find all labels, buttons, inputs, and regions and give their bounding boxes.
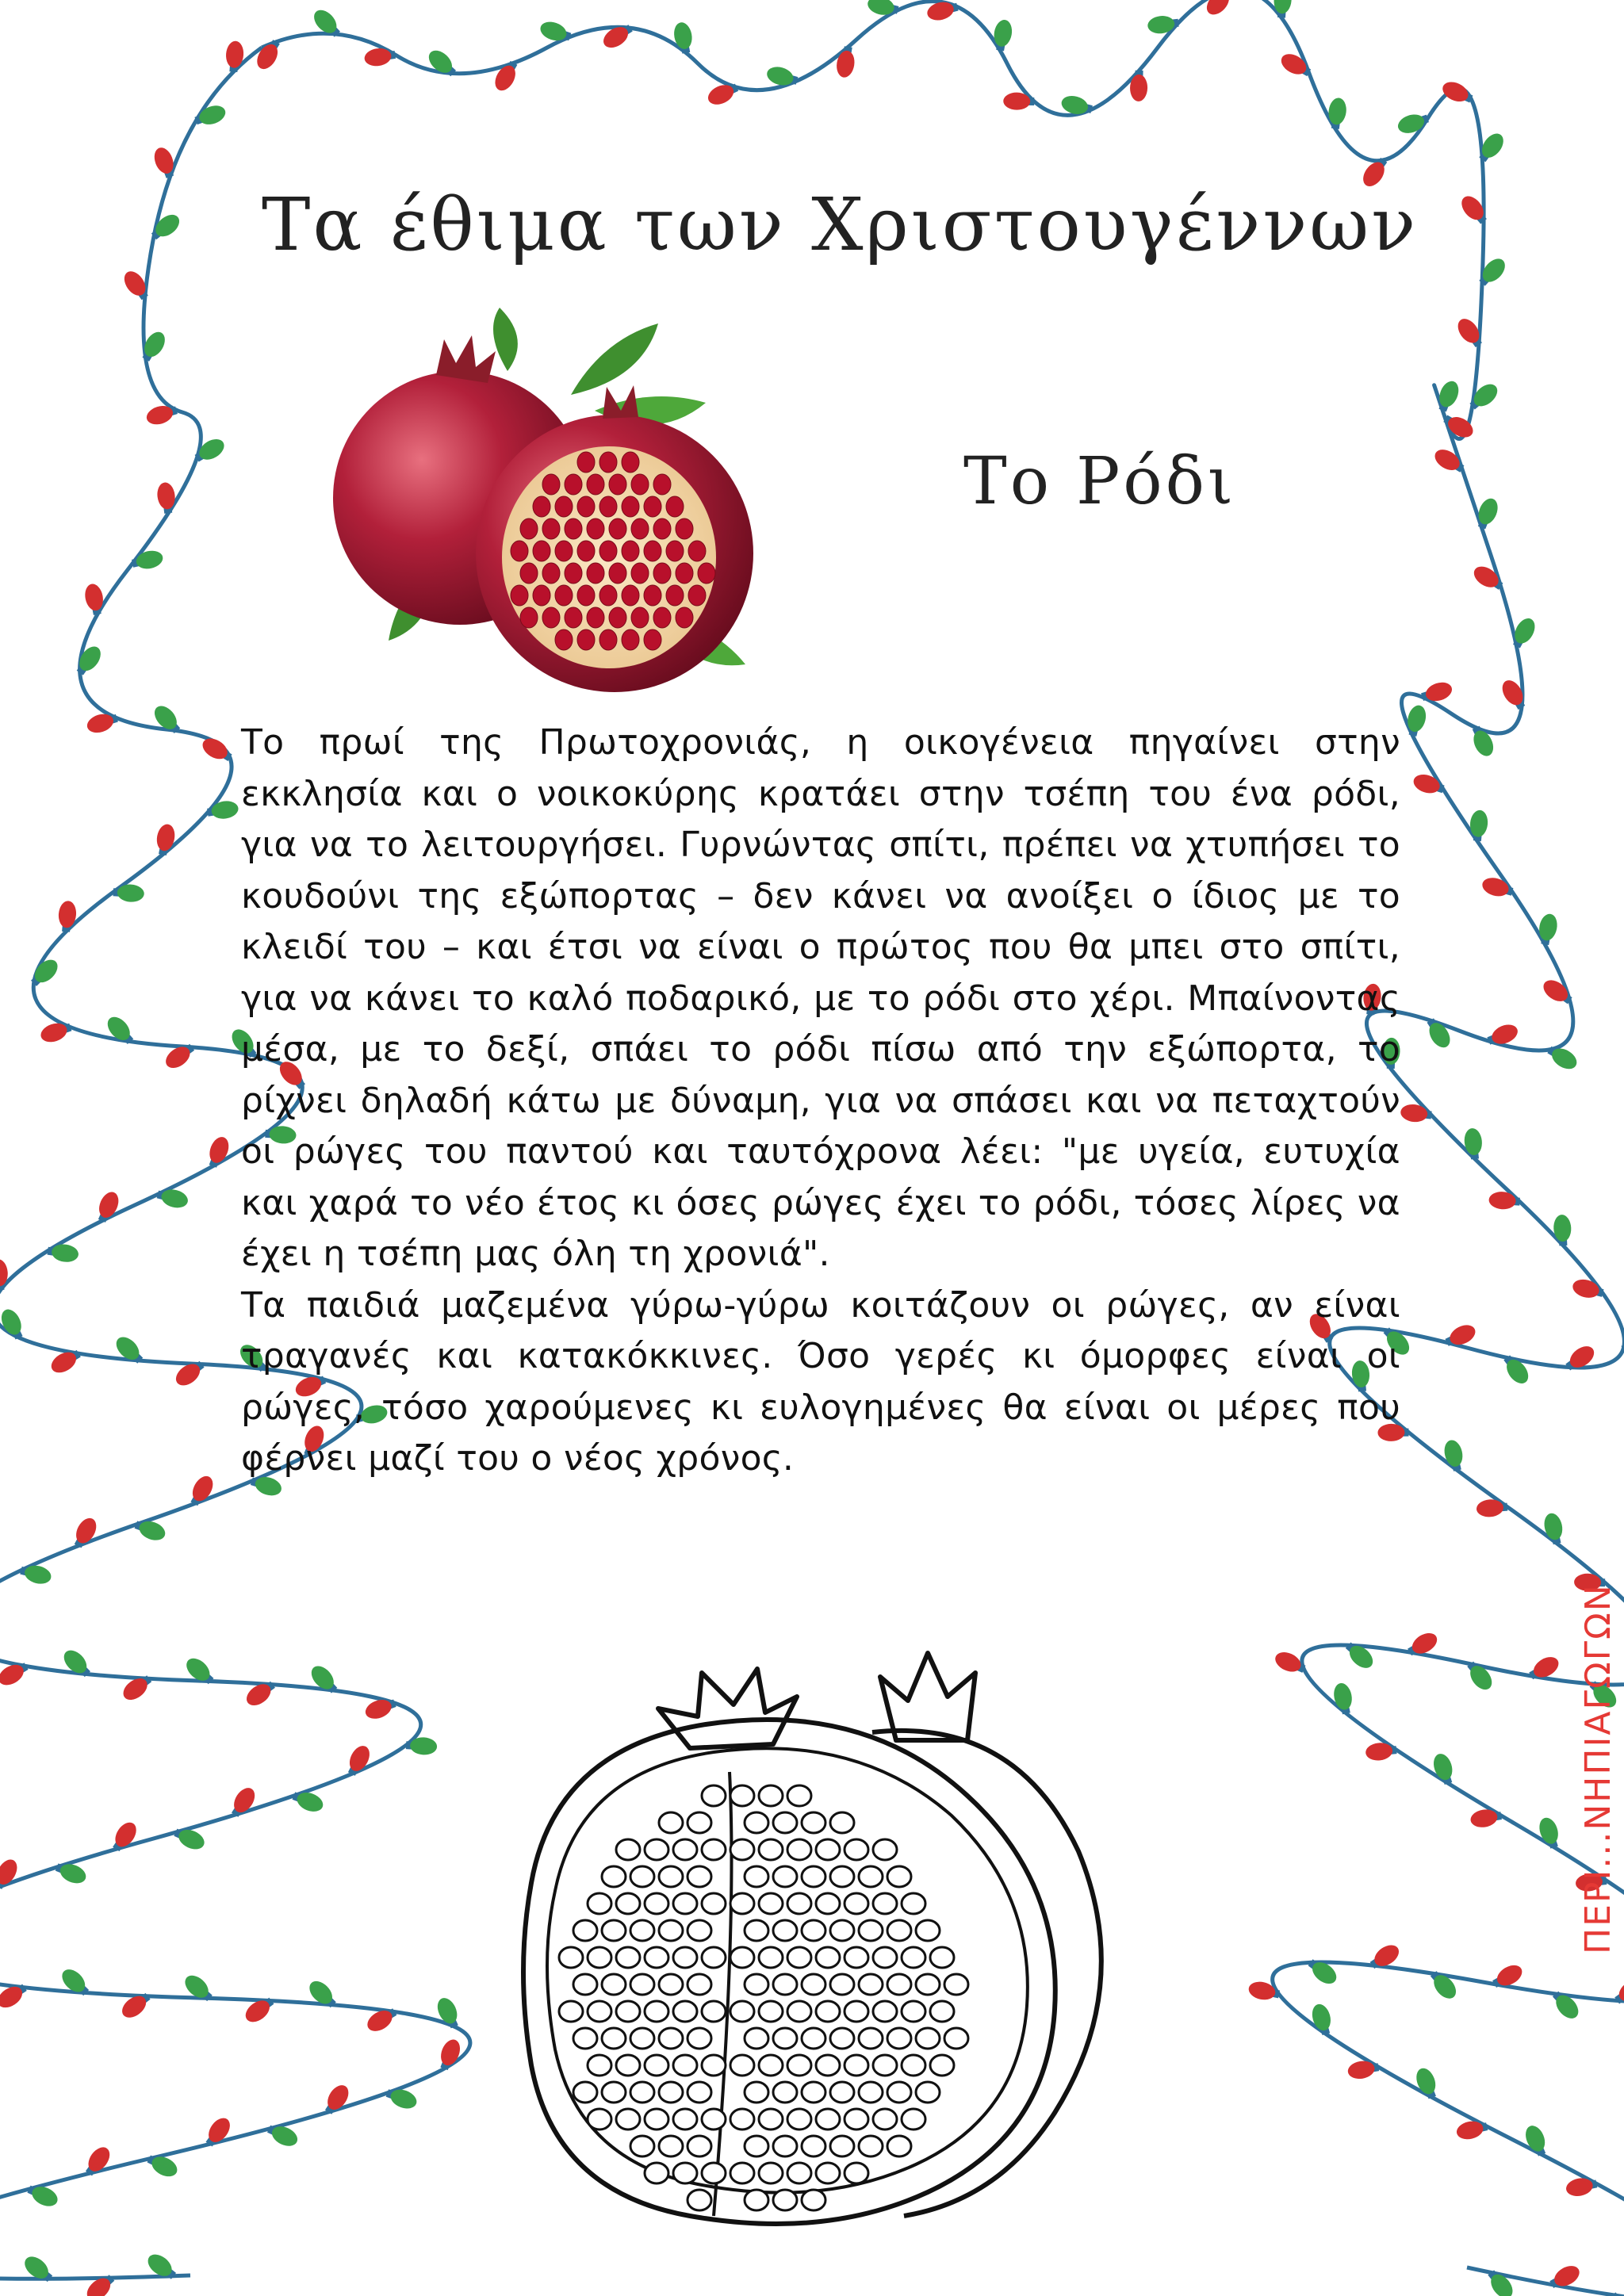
seed-outline <box>930 2055 954 2076</box>
seed-outline <box>930 2001 954 2022</box>
seed-outline <box>902 2001 925 2022</box>
aril <box>631 474 649 495</box>
light-bulb <box>672 21 695 54</box>
light-bulb <box>1419 679 1454 706</box>
aril <box>533 496 550 517</box>
seed-outline <box>816 1947 840 1968</box>
aril <box>565 519 582 539</box>
seed-outline <box>759 2163 783 2183</box>
pomegranate-photo <box>309 300 817 712</box>
seed-outline <box>745 1812 768 1833</box>
aril <box>599 541 617 561</box>
seed-outline <box>702 1947 726 1968</box>
aril <box>533 585 550 606</box>
seed-outline <box>787 2001 811 2022</box>
light-bulb <box>1571 1276 1605 1301</box>
seed-outline <box>845 2109 868 2130</box>
aril <box>520 519 538 539</box>
seed-outline <box>916 2028 940 2049</box>
seed-outline <box>859 1866 883 1887</box>
light-bulb <box>38 1019 73 1045</box>
light-bulb <box>1247 1980 1281 2003</box>
light-bulb <box>1542 1512 1565 1546</box>
seed-outline <box>616 1947 640 1968</box>
aril <box>666 585 684 606</box>
seed-outline <box>759 2055 783 2076</box>
seed-outline <box>944 1974 968 1995</box>
seed-outline <box>845 2001 868 2022</box>
seed-outline <box>616 2001 640 2022</box>
seed-outline <box>730 2001 754 2022</box>
seed-outline <box>573 2028 597 2049</box>
seed-outline <box>688 1866 711 1887</box>
seed-outline <box>616 1839 640 1860</box>
aril <box>644 541 661 561</box>
seed-outline <box>745 2136 768 2156</box>
seed-outline <box>773 1866 797 1887</box>
aril <box>599 496 617 517</box>
light-bulb <box>154 823 177 856</box>
light-bulb <box>1365 1741 1397 1762</box>
seed-outline <box>573 1974 597 1995</box>
seed-outline <box>787 1947 811 1968</box>
light-bulb <box>1327 97 1348 129</box>
aril <box>653 519 671 539</box>
seed-outline <box>659 1812 683 1833</box>
seed-outline <box>816 2055 840 2076</box>
seed-outline <box>830 2136 854 2156</box>
aril <box>609 607 626 628</box>
light-bulb <box>1469 809 1489 842</box>
seed-outline <box>645 2055 668 2076</box>
aril <box>511 585 528 606</box>
seed-outline <box>873 1839 897 1860</box>
light-bulb <box>82 2271 117 2296</box>
page-title: Τα έθιμα των Χριστουγέννων <box>262 182 1419 267</box>
seed-outline <box>887 2082 911 2103</box>
seed-outlines <box>559 1785 968 2210</box>
seed-outline <box>730 2163 754 2183</box>
seed-outline <box>873 1947 897 1968</box>
seed-outline <box>673 1893 697 1914</box>
aril <box>520 607 538 628</box>
seed-outline <box>730 1893 754 1914</box>
seed-outline <box>702 2163 726 2183</box>
light-bulb <box>1553 1215 1572 1246</box>
seed-outline <box>673 2001 697 2022</box>
seed-outline <box>602 2028 626 2049</box>
seed-outline <box>673 1839 697 1860</box>
aril <box>644 629 661 650</box>
seed-outline <box>887 2028 911 2049</box>
aril <box>587 607 604 628</box>
light-bulb <box>1480 874 1515 900</box>
seed-outline <box>588 1947 611 1968</box>
seed-outline <box>688 1920 711 1941</box>
light-bulb <box>73 643 105 679</box>
seed-outline <box>916 1920 940 1941</box>
aril <box>542 563 560 584</box>
light-bulb <box>1469 1807 1503 1829</box>
seed-outline <box>873 2001 897 2022</box>
seed-outline <box>902 2109 925 2130</box>
seed-outline <box>916 1974 940 1995</box>
aril <box>622 496 639 517</box>
seed-outline <box>887 1974 911 1995</box>
seed-outline <box>616 2109 640 2130</box>
seed-outline <box>630 2082 654 2103</box>
seed-outline <box>930 1947 954 1968</box>
seed-outline <box>745 1974 768 1995</box>
seed-outline <box>859 1974 883 1995</box>
aril <box>644 585 661 606</box>
seed-outline <box>859 2136 883 2156</box>
seed-outline <box>759 1785 783 1806</box>
seed-outline <box>702 1839 726 1860</box>
seed-outline <box>616 2055 640 2076</box>
light-bulb <box>1346 2058 1380 2080</box>
aril <box>599 629 617 650</box>
seed-outline <box>702 2055 726 2076</box>
seed-outline <box>830 1812 854 1833</box>
seed-outline <box>559 2001 583 2022</box>
aril <box>698 563 715 584</box>
light-bulb <box>1404 703 1429 737</box>
seed-outline <box>630 2028 654 2049</box>
light-bulb <box>47 1242 80 1264</box>
seed-outline <box>645 1839 668 1860</box>
seed-outline <box>816 1893 840 1914</box>
light-bulb <box>1455 2118 1489 2141</box>
aril <box>542 519 560 539</box>
light-bulb <box>1400 1103 1432 1123</box>
seed-outline <box>773 1974 797 1995</box>
seed-outline <box>802 1866 825 1887</box>
seed-outline <box>730 2055 754 2076</box>
seed-outline <box>645 2109 668 2130</box>
seed-outline <box>816 2163 840 2183</box>
seed-outline <box>830 1974 854 1995</box>
aril <box>587 474 604 495</box>
seed-outline <box>802 2136 825 2156</box>
seed-outline <box>845 1893 868 1914</box>
aril <box>565 474 582 495</box>
seed-outline <box>702 2001 726 2022</box>
seed-outline <box>787 2055 811 2076</box>
light-bulb <box>1309 2002 1335 2036</box>
seed-outline <box>645 1893 668 1914</box>
aril <box>587 563 604 584</box>
seed-outline <box>802 2190 825 2210</box>
aril <box>666 496 684 517</box>
seed-outline <box>745 2028 768 2049</box>
aril <box>577 496 595 517</box>
seed-outline <box>873 1893 897 1914</box>
seed-outline <box>702 2109 726 2130</box>
side-credit: ΠΕΡΙ...ΝΗΠΙΑΓΩΓΩΝ <box>1578 1583 1618 1954</box>
seed-outline <box>887 2136 911 2156</box>
seed-outline <box>787 2109 811 2130</box>
seed-outline <box>873 2055 897 2076</box>
seed-outline <box>802 2082 825 2103</box>
light-bulb <box>1463 1127 1484 1160</box>
seed-outline <box>659 1866 683 1887</box>
seed-outline <box>745 2082 768 2103</box>
seed-outline <box>688 2028 711 2049</box>
seed-outline <box>845 2163 868 2183</box>
seed-outline <box>659 2082 683 2103</box>
seed-outline <box>673 2109 697 2130</box>
seed-outline <box>630 1974 654 1995</box>
seed-outline <box>745 2190 768 2210</box>
seed-outline <box>773 2082 797 2103</box>
seed-outline <box>630 2136 654 2156</box>
aril <box>542 607 560 628</box>
seed-outline <box>630 1866 654 1887</box>
seed-outline <box>630 1920 654 1941</box>
aril <box>587 519 604 539</box>
seed-outline <box>802 2028 825 2049</box>
light-bulb <box>1396 110 1431 136</box>
light-bulb <box>835 45 857 78</box>
seed-outline <box>773 1920 797 1941</box>
seed-outline <box>588 2001 611 2022</box>
seed-outline <box>559 1947 583 1968</box>
light-bulb <box>155 1186 190 1211</box>
seed-outline <box>730 1947 754 1968</box>
light-bulb <box>1431 1751 1457 1786</box>
seed-outline <box>816 2109 840 2130</box>
aril <box>542 474 560 495</box>
seed-outline <box>845 1947 868 1968</box>
seed-outline <box>845 2055 868 2076</box>
seed-outline <box>745 1866 768 1887</box>
seed-outline <box>773 2136 797 2156</box>
seed-outline <box>673 1947 697 1968</box>
seed-outline <box>759 2001 783 2022</box>
light-bulb <box>1536 913 1559 946</box>
seed-outline <box>802 1920 825 1941</box>
seed-outline <box>659 1920 683 1941</box>
light-bulb <box>1488 1191 1520 1211</box>
seed-outline <box>745 1920 768 1941</box>
aril <box>631 563 649 584</box>
light-bulb <box>131 549 165 572</box>
light-bulb <box>1442 1438 1465 1472</box>
seed-outline <box>859 2082 883 2103</box>
seed-outline <box>602 2082 626 2103</box>
seed-outline <box>773 2190 797 2210</box>
aril <box>609 563 626 584</box>
aril <box>609 519 626 539</box>
aril <box>555 541 573 561</box>
aril <box>577 541 595 561</box>
section-subtitle: Το Ρόδι <box>963 444 1237 519</box>
seed-outline <box>902 2055 925 2076</box>
aril <box>622 452 639 473</box>
aril <box>599 452 617 473</box>
aril <box>565 563 582 584</box>
seed-outline <box>588 1893 611 1914</box>
seed-outline <box>659 1974 683 1995</box>
seed-outline <box>688 2082 711 2103</box>
aril <box>599 585 617 606</box>
seed-outline <box>773 2028 797 2049</box>
seed-outline <box>759 1893 783 1914</box>
light-bulb <box>85 710 120 736</box>
seed-outline <box>602 1866 626 1887</box>
seed-outline <box>902 1893 925 1914</box>
seed-outline <box>702 1893 726 1914</box>
seed-outline <box>816 1839 840 1860</box>
aril <box>511 541 528 561</box>
story-paragraph-1: Το πρωί της Πρωτοχρονιάς, η οικογένεια πηγαίνει στην εκκλησία και ο νοικοκύρης κρατάει στην τσέπη του ένα ρόδι, για να το λειτουργήσει. Γυρνώντας σπίτι, πρέπει να χτυπήσει το κουδούνι της εξώπορτας – δεν κάνει να ανοίξει ο ίδιος με το κλειδί του – και έτσι να είναι ο πρώτος που θα μπει στο σπίτι, για να κάνει το καλό ποδαρικό, με το ρόδι στο χέρι. Μπαίνοντας μέσα, με το δεξί, σπάει το ρόδι πίσω από την εξώπορτα, το ρίχνει δηλαδή κάτω με δύναμη, για να σπάσει και να πεταχτούν οι ρώγες του παντού και ταυτόχρονα λέει: "με υγεία, ευτυχία και χαρά το νέο έτος κι όσες ρώγες έχει το ρόδι, τόσες λίρες να έχει η τσέπη μας όλη τη χρονιά". <box>241 722 1400 1274</box>
light-bulb <box>1476 1498 1508 1518</box>
aril <box>577 452 595 473</box>
seed-outline <box>759 1839 783 1860</box>
seed-outline <box>802 1812 825 1833</box>
light-bulb <box>156 481 178 514</box>
seed-outline <box>773 1812 797 1833</box>
aril <box>555 496 573 517</box>
seed-outline <box>887 1920 911 1941</box>
seed-outline <box>602 1920 626 1941</box>
light-bulb <box>1536 1816 1562 1850</box>
seed-outline <box>688 2190 711 2210</box>
seed-outline <box>845 1839 868 1860</box>
seed-outline <box>645 2163 668 2183</box>
seed-outline <box>702 1785 726 1806</box>
aril <box>688 541 706 561</box>
seed-outline <box>787 1893 811 1914</box>
light-bulb <box>83 583 106 616</box>
seed-outline <box>730 1839 754 1860</box>
seed-outline <box>573 1920 597 1941</box>
aril <box>577 585 595 606</box>
seed-outline <box>673 2055 697 2076</box>
seed-outline <box>573 2082 597 2103</box>
seed-outline <box>859 2028 883 2049</box>
light-bulb <box>1411 771 1446 798</box>
seed-outline <box>730 2109 754 2130</box>
seed-outline <box>916 2082 940 2103</box>
aril <box>609 474 626 495</box>
story-text <box>241 718 1400 1485</box>
light-bulb <box>1565 2175 1599 2198</box>
seed-outline <box>588 2109 611 2130</box>
light-bulb <box>991 18 1013 52</box>
seed-outline <box>787 1839 811 1860</box>
seed-outline <box>616 1893 640 1914</box>
aril <box>631 607 649 628</box>
seed-outline <box>602 1974 626 1995</box>
seed-outline <box>830 2028 854 2049</box>
story-paragraph-2: Τα παιδιά μαζεμένα γύρω-γύρω κοιτάζουν οι ρώγες, αν είναι τραγανές και κατακόκκινες. Όσο γερές κι όμορφες είναι οι ρώγες, τόσο χαρούμενες κι ευλογημένες θα είναι οι μέρες που φέρνει μαζί του ο νέος χρόνος. <box>241 1284 1400 1479</box>
seed-outline <box>859 1920 883 1941</box>
light-bulb <box>57 900 77 932</box>
seed-outline <box>673 2163 697 2183</box>
seed-outline <box>730 1785 754 1806</box>
seed-outline <box>902 1947 925 1968</box>
seed-outline <box>944 2028 968 2049</box>
seed-outline <box>759 1947 783 1968</box>
light-bulb <box>1331 1682 1354 1716</box>
seed-outline <box>787 2163 811 2183</box>
seed-outline <box>659 2028 683 2049</box>
seed-outline <box>659 2136 683 2156</box>
aril <box>653 563 671 584</box>
seed-outline <box>688 1974 711 1995</box>
seed-outline <box>873 2109 897 2130</box>
aril <box>676 563 693 584</box>
light-bulb <box>1498 676 1529 712</box>
seed-outline <box>830 1866 854 1887</box>
seed-outline <box>588 2055 611 2076</box>
light-bulb <box>224 40 244 73</box>
light-bulb <box>1147 14 1179 35</box>
seed-outline <box>645 1947 668 1968</box>
light-bulb <box>866 0 900 18</box>
aril <box>631 519 649 539</box>
seed-outline <box>688 2136 711 2156</box>
seed-outline <box>787 1785 811 1806</box>
aril <box>622 541 639 561</box>
aril <box>565 607 582 628</box>
aril <box>653 474 671 495</box>
aril <box>622 585 639 606</box>
seed-outline <box>887 1866 911 1887</box>
seed-outline <box>688 1812 711 1833</box>
seed-outline <box>816 2001 840 2022</box>
light-bulb <box>1202 0 1236 19</box>
seed-outline <box>830 2082 854 2103</box>
aril <box>533 541 550 561</box>
light-bulb <box>363 46 396 67</box>
light-bulb <box>0 1856 21 1892</box>
aril <box>644 496 661 517</box>
light-bulb <box>113 883 144 902</box>
aril <box>577 629 595 650</box>
aril <box>555 585 573 606</box>
light-bulb <box>206 799 239 821</box>
seed-outline <box>802 1974 825 1995</box>
aril <box>520 563 538 584</box>
aril <box>653 607 671 628</box>
pomegranate-coloring-outline <box>428 1566 1205 2248</box>
aril <box>555 629 573 650</box>
seed-outline <box>759 2109 783 2130</box>
aril <box>676 607 693 628</box>
aril <box>676 519 693 539</box>
aril <box>666 541 684 561</box>
seed-outline <box>830 1920 854 1941</box>
aril <box>688 585 706 606</box>
seed-outline <box>645 2001 668 2022</box>
aril <box>622 629 639 650</box>
light-bulb <box>144 402 179 427</box>
